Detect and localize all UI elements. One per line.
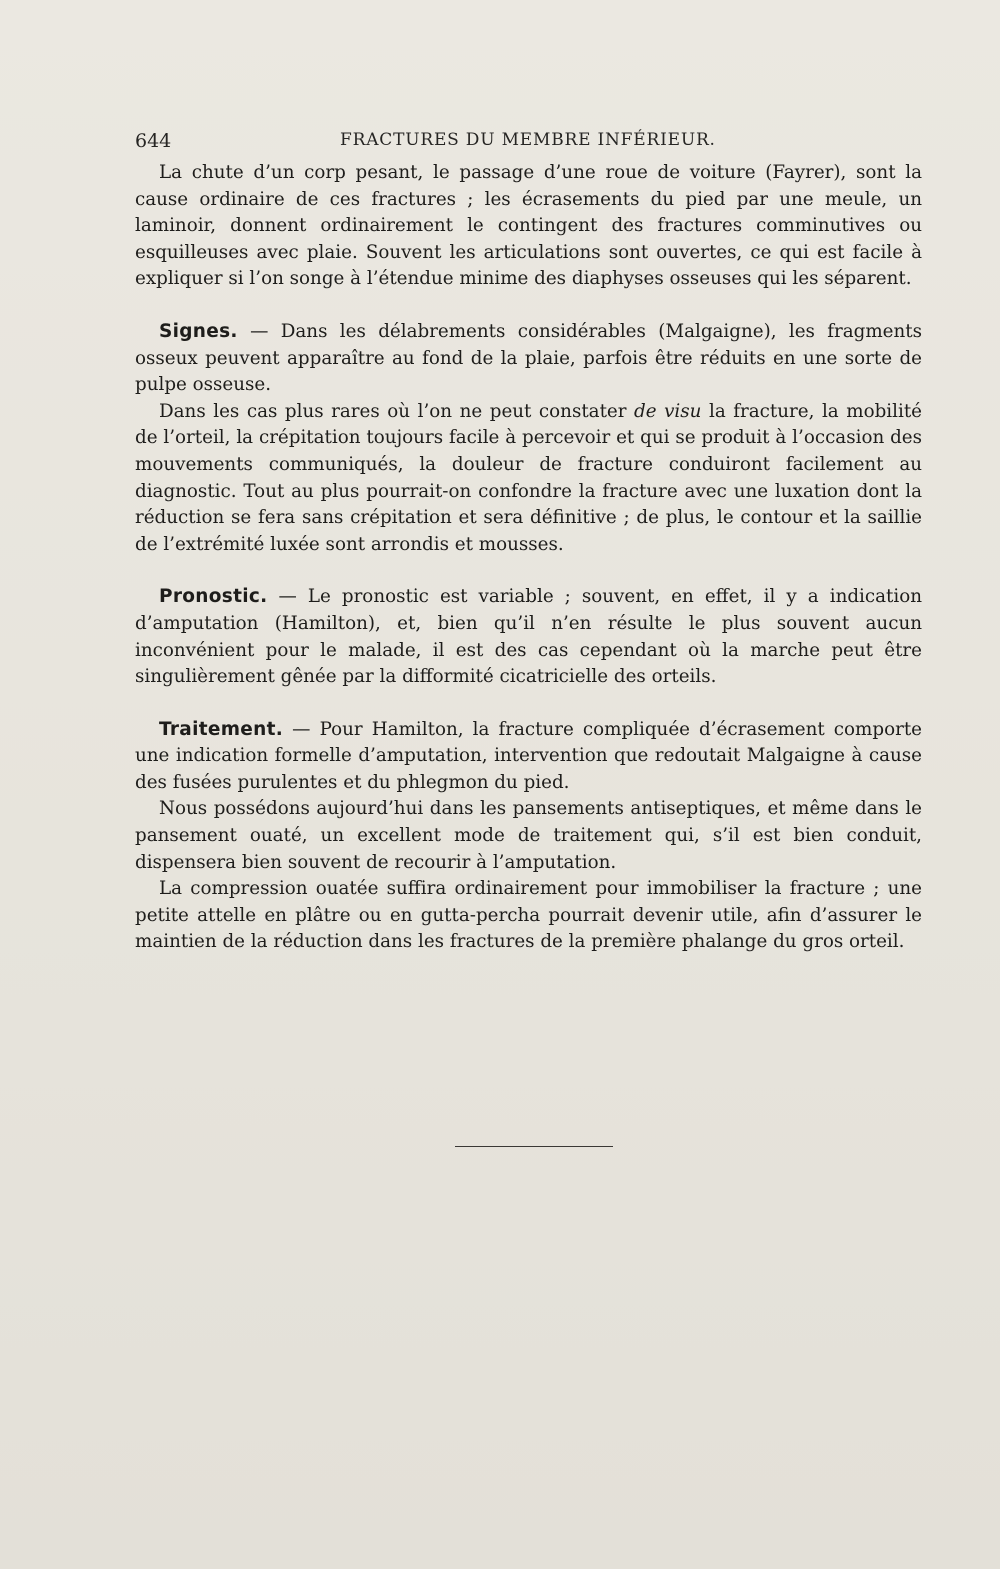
page-number: 644 bbox=[135, 130, 172, 152]
heading-dash: — bbox=[283, 718, 320, 740]
signes-text-1: Dans les délabrements considérables (Malgaigne), les fragments osseux peuvent apparaître au fond de la plaie, parfois être réduits en une sorte de pulpe osseuse. bbox=[135, 320, 923, 396]
signes-text-2a: Dans les cas plus rares où l’on ne peut constater bbox=[159, 400, 635, 422]
italic-de-visu: de visu bbox=[634, 400, 702, 422]
traitement-text-1: Pour Hamilton, la fracture compliquée d’écrasement comporte une indication formelle d’amputation, intervention que redoutait Malgaigne à cause des fusées purulentes et du phlegmon du pied. bbox=[135, 718, 923, 793]
intro-paragraph: La chute d’un corp pesant, le passage d’une roue de voiture (Fayrer), sont la cause ordinaire de ces fractures ; les écrasements du pied par une meule, un laminoir, donnent ordinairement le contingent des fractures comminutives ou esquilleuses avec plaie. Souvent les articulations sont ouvertes, ce qui est facile à expliquer si l’on songe à l’étendue minime des diaphyses osseuses qui les séparent. bbox=[135, 162, 922, 290]
heading-dash: — bbox=[267, 586, 308, 608]
heading-dash: — bbox=[237, 320, 281, 342]
signes-paragraph-1 bbox=[135, 319, 922, 399]
running-head: FRACTURES DU MEMBRE INFÉRIEUR. bbox=[340, 130, 716, 150]
pronostic-paragraph bbox=[135, 584, 922, 690]
page-header bbox=[135, 126, 925, 156]
signes-paragraph-2 bbox=[135, 399, 922, 559]
traitement-paragraph-2: Nous possédons aujourd’hui dans les pansements antiseptiques, et même dans le pansement ouaté, un excellent mode de traitement qui, s’il est bien conduit, dispensera bien souvent de recourir à l’amputation. bbox=[135, 798, 922, 873]
page-body bbox=[135, 160, 922, 956]
section-heading-traitement: Traitement. bbox=[159, 718, 284, 740]
traitement-paragraph-1 bbox=[135, 717, 922, 797]
signes-text-2b: la fracture, la mobilité de l’orteil, la crépitation toujours facile à percevoir et qui se produit à l’occasion des mouvements communiqués, la douleur de fracture conduiront facilement au diagnostic. Tout au plus pourrait-on confondre la fracture avec une luxation dont la réduction se fera sans crépitation et sera définitive ; de plus, le contour et la saillie de l’extrémité luxée sont arrondis et mousses. bbox=[135, 400, 922, 555]
section-heading-pronostic: Pronostic. bbox=[159, 586, 268, 608]
section-heading-signes: Signes. bbox=[159, 320, 238, 342]
pronostic-text: Le pronostic est variable ; souvent, en effet, il y a indication d’amputation (Hamilton), et, bien qu’il n’en résulte le plus souvent aucun inconvénient pour le malade, il est des cas cependant où la marche peut être singulièrement gênée par la difformité cicatricielle des orteils. bbox=[135, 586, 923, 688]
traitement-paragraph-3: La compression ouatée suffira ordinairement pour immobiliser la fracture ; une petite attelle en plâtre ou en gutta-percha pourrait devenir utile, afin d’assurer le maintien de la réduction dans les fractures de la première phalange du gros orteil. bbox=[135, 878, 922, 953]
section-end-rule bbox=[455, 1146, 613, 1147]
